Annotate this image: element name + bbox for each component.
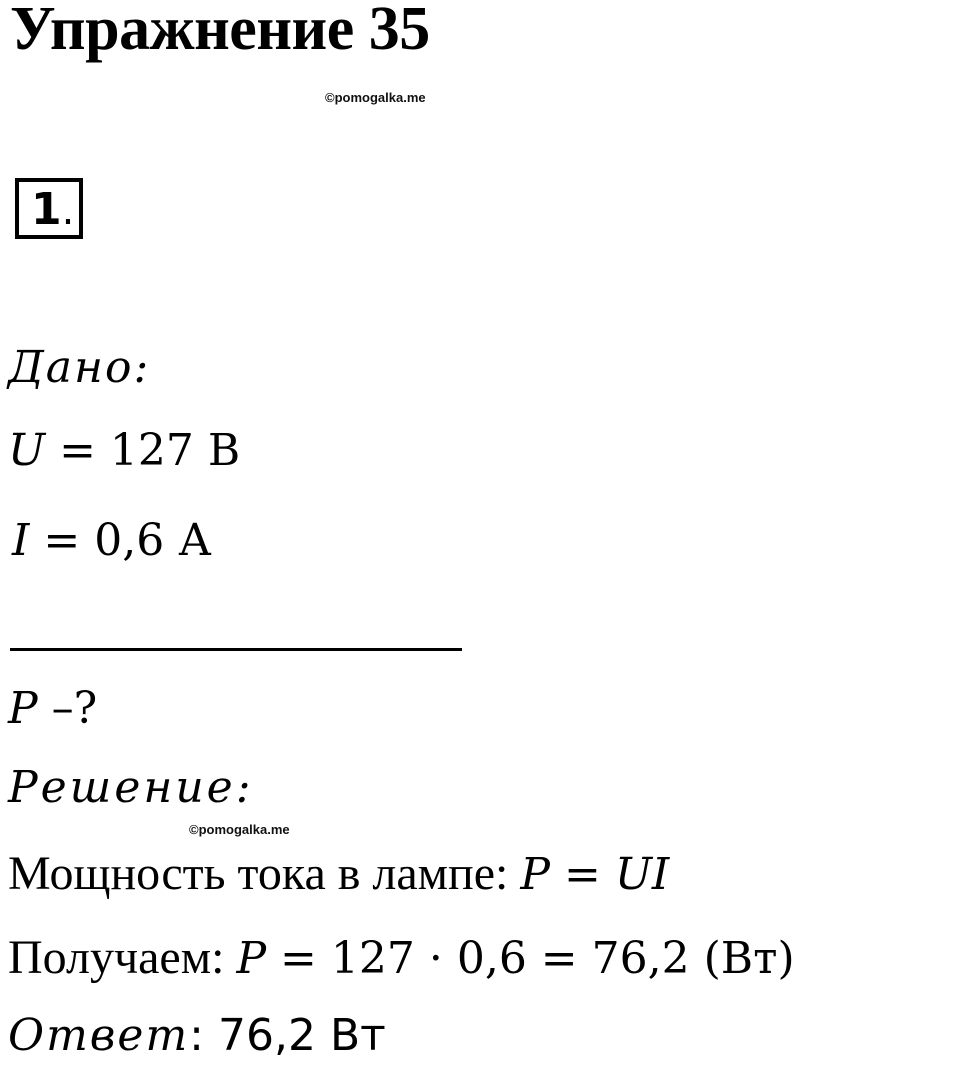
answer-line (8, 1010, 386, 1061)
calculation-line (8, 930, 795, 985)
voltage-variable: U (8, 425, 46, 476)
find-question: –? (37, 683, 98, 734)
power-formula-p: P (520, 849, 550, 900)
current-value: = 0,6 А (29, 515, 212, 566)
calculation-formula (236, 933, 794, 984)
given-voltage (8, 425, 240, 476)
power-formula (520, 849, 669, 900)
calculation-text: Получаем: (8, 931, 237, 984)
power-variable: P (8, 683, 38, 734)
solution-label: Решение: (8, 762, 254, 813)
answer-label: Ответ (8, 1010, 190, 1061)
given-current (12, 515, 212, 566)
problem-number-suffix: . (61, 188, 75, 234)
problem-number: 1 (31, 184, 62, 235)
power-formula-rhs: UI (614, 849, 670, 900)
current-variable: I (12, 515, 30, 566)
watermark-middle: ©pomogalka.me (189, 822, 290, 837)
power-formula-text: Мощность тока в лампе: (8, 847, 521, 900)
page-title: Упражнение 35 (10, 0, 430, 63)
power-formula-eq: = (549, 849, 615, 900)
find-power (8, 683, 97, 734)
problem-number-box (15, 178, 83, 239)
given-divider (10, 648, 462, 651)
watermark-top: ©pomogalka.me (325, 90, 426, 105)
power-formula-line (8, 846, 669, 901)
calculation-p: P (236, 933, 267, 984)
answer-value: : 76,2 Вт (189, 1010, 386, 1061)
given-label: Дано: (8, 342, 151, 393)
voltage-value: = 127 В (45, 425, 241, 476)
calculation-expression: = 127 · 0,6 = 76,2 (Вт) (266, 933, 795, 984)
